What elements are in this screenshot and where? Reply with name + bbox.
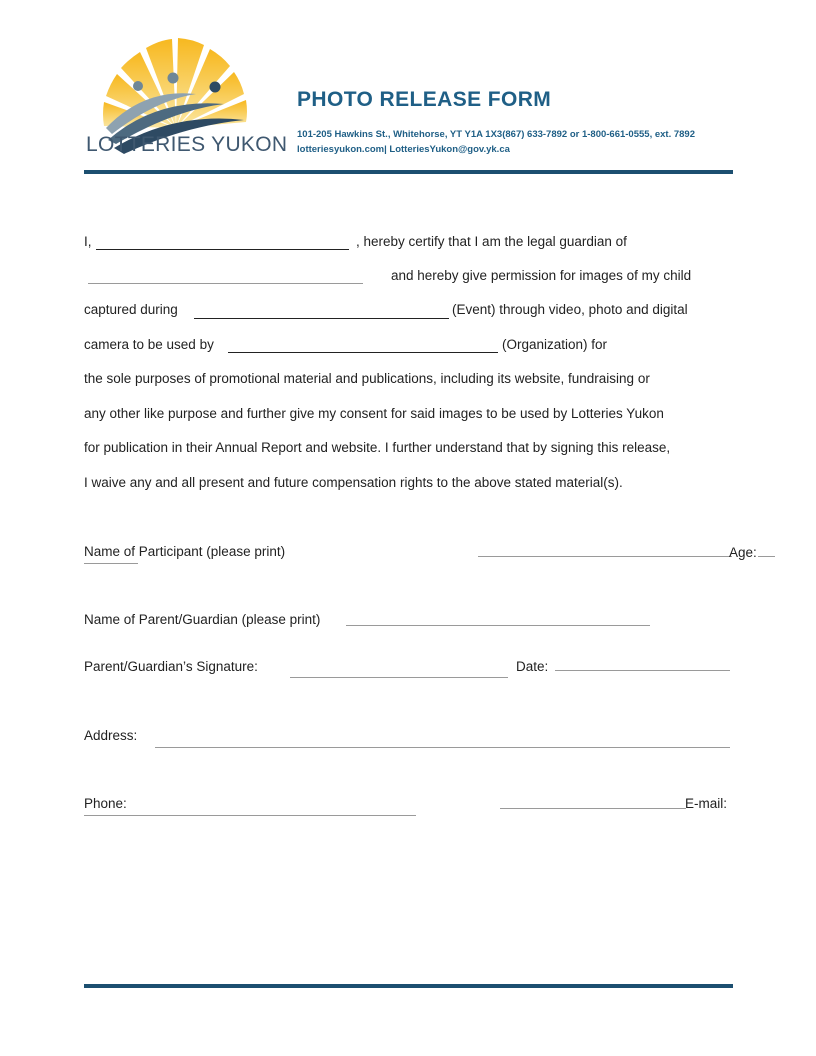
age-label: Age: xyxy=(729,545,757,560)
contact-web-email: lotteriesyukon.com| LotteriesYukon@gov.yk.ca xyxy=(297,144,510,155)
phone-label: Phone: xyxy=(84,796,127,811)
logo-text: LOTTERIES YUKON xyxy=(86,133,288,156)
line4-suffix: (Organization) for xyxy=(502,337,608,352)
body-line-5: the sole purposes of promotional material and publications, including its website, fundraising or xyxy=(84,371,650,386)
contact-address: 101-205 Hawkins St., Whitehorse, YT Y1A 1X3(867) 633-7892 or 1-800-661-0555, ext. 7892 xyxy=(297,129,695,140)
body-line-8: I waive any and all present and future compensation rights to the above stated material(s). xyxy=(84,475,623,490)
line1-prefix: I, xyxy=(84,234,92,249)
line2-suffix: and hereby give permission for images of my child xyxy=(391,268,692,283)
child-name-blank[interactable] xyxy=(88,283,363,284)
body-line-6: any other like purpose and further give my consent for said images to be used by Lotteries Yukon xyxy=(84,406,664,421)
participant-label-underline xyxy=(84,563,138,564)
header-divider xyxy=(84,170,733,174)
email-label: E-mail: xyxy=(685,796,728,811)
line3-prefix: captured during xyxy=(84,302,178,317)
parent-name-label: Name of Parent/Guardian (please print) xyxy=(84,612,321,627)
age-field[interactable] xyxy=(758,556,775,557)
guardian-name-blank[interactable] xyxy=(96,249,349,250)
address-label: Address: xyxy=(84,728,138,743)
email-field[interactable] xyxy=(500,808,686,809)
line4-prefix: camera to be used by xyxy=(84,337,214,352)
body-line-7: for publication in their Annual Report and website. I further understand that by signing this release, xyxy=(84,440,671,455)
event-blank[interactable] xyxy=(194,318,449,319)
organization-blank[interactable] xyxy=(228,352,498,353)
address-field[interactable] xyxy=(155,747,730,748)
date-field[interactable] xyxy=(555,670,730,671)
footer-divider xyxy=(84,984,733,988)
phone-field[interactable] xyxy=(84,815,416,816)
participant-name-label: Name of Participant (please print) xyxy=(84,544,286,559)
signature-label: Parent/Guardian’s Signature: xyxy=(84,659,258,674)
form-title: PHOTO RELEASE FORM xyxy=(297,88,552,111)
line3-suffix: (Event) through video, photo and digital xyxy=(452,302,688,317)
date-label: Date: xyxy=(516,659,549,674)
parent-name-field[interactable] xyxy=(346,625,650,626)
participant-name-field[interactable] xyxy=(478,556,732,557)
signature-field[interactable] xyxy=(290,677,508,678)
line1-suffix: , hereby certify that I am the legal guardian of xyxy=(356,234,627,249)
